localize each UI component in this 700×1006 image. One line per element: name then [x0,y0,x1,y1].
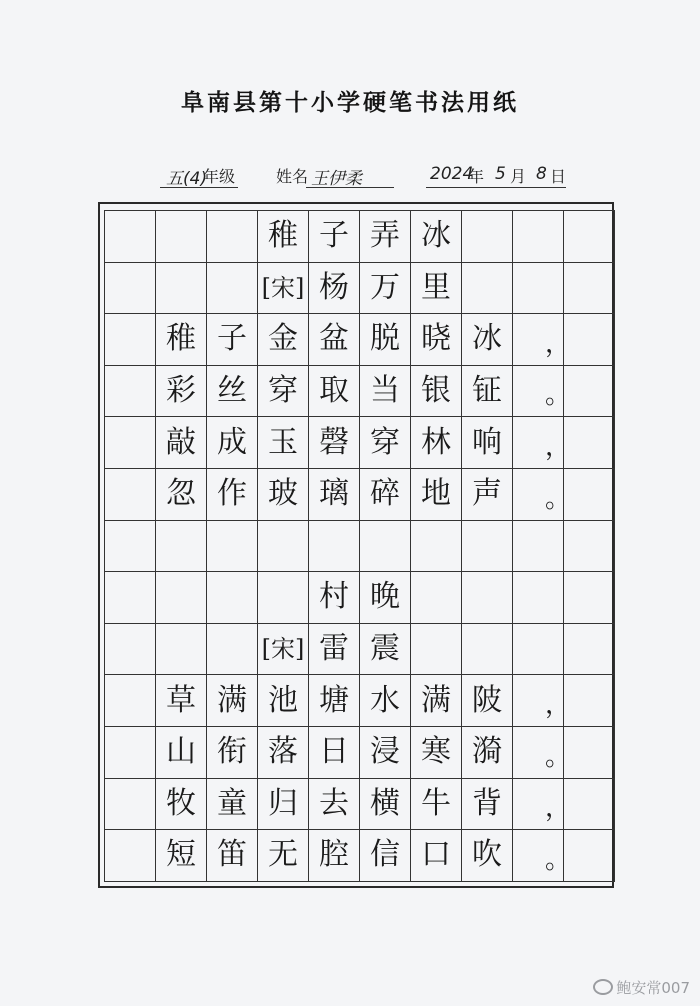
grid-cell [258,366,309,418]
grid-cell [105,366,156,418]
character: 晚 [370,579,400,615]
grid-cell [105,675,156,727]
grid-cell [156,366,207,418]
month-label: 月 [510,167,527,186]
character: 归 [268,785,298,821]
grid-cell [258,314,309,366]
punctuation-mark: ， [544,328,571,359]
name-value: 王伊柔 [311,169,362,189]
grid-cell [411,624,462,676]
character: 冰 [421,218,451,254]
grid-cell [411,314,462,366]
grid-cell [360,417,411,469]
grid-cell [462,417,513,469]
character: 稚 [166,321,196,357]
grid-cell [309,417,360,469]
grid-cell [513,366,571,418]
character: 银 [421,373,451,409]
character: 取 [319,373,349,409]
character: 碎 [370,476,400,512]
character: 当 [370,373,400,409]
character: 塘 [319,682,349,718]
grid-cell [309,727,360,779]
writing-grid [104,210,615,882]
grid-cell [156,521,207,573]
character: 钲 [472,373,502,409]
character: 敲 [166,424,196,460]
grid-cell [360,314,411,366]
character: 盆 [319,321,349,357]
grid-cell [258,417,309,469]
character: 寒 [421,734,451,770]
grid-cell [513,572,564,624]
grid-cell [360,830,411,882]
character: 去 [319,785,349,821]
character: 漪 [472,734,502,770]
grid-cell [564,675,615,727]
grid-cell [564,727,615,779]
grid-cell [105,521,156,573]
grid-cell [564,624,615,676]
grid-cell [564,572,615,624]
grid-cell [360,521,411,573]
character: 雷 [319,631,349,667]
grid-cell [513,830,571,882]
grid-cell [462,830,513,882]
punctuation-mark: ， [544,793,571,824]
character: 冰 [472,321,502,357]
grid-cell [105,211,156,263]
character: [宋] [261,273,305,302]
character: 横 [370,785,400,821]
grid-cell [309,624,360,676]
punctuation-mark: 。 [544,380,571,411]
grid-cell [411,830,462,882]
grid-cell [513,314,571,366]
character: 里 [421,269,451,305]
grid-cell [462,469,513,521]
grid-cell [462,727,513,779]
grid-cell [105,417,156,469]
grid-cell [207,263,258,315]
grid-cell [411,263,462,315]
character: 牛 [421,785,451,821]
punctuation-mark: ， [544,431,571,462]
grid-cell [309,521,360,573]
character: 玉 [268,424,298,460]
grid-cell [513,624,564,676]
grid-cell [105,572,156,624]
grid-cell [309,366,360,418]
grid-cell [156,417,207,469]
grid-cell [462,779,513,831]
character: 声 [472,476,502,512]
character: 稚 [268,218,298,254]
character: 穿 [268,373,298,409]
character: 村 [319,579,349,615]
character: 陂 [472,682,502,718]
grid-cell [360,211,411,263]
punctuation-mark: ， [544,689,571,720]
grid-cell [156,830,207,882]
grid-cell [258,211,309,263]
character: 响 [472,424,502,460]
grid-cell [207,521,258,573]
punctuation-mark: 。 [544,483,571,514]
grid-cell [309,572,360,624]
grid-cell [564,469,615,521]
grid-cell [207,366,258,418]
watermark-text: 鲍安常007 [616,979,690,997]
character: 子 [217,321,247,357]
grid-cell [462,366,513,418]
grid-cell [309,314,360,366]
character: 丝 [217,373,247,409]
character: 作 [217,476,247,512]
character: 玻 [268,476,298,512]
character: [宋] [261,635,305,664]
punctuation-mark: 。 [544,844,571,875]
character: 吹 [472,837,502,873]
grid-cell [564,211,615,263]
grid-cell [156,675,207,727]
character: 落 [268,734,298,770]
grid-cell [360,366,411,418]
grid-cell [309,263,360,315]
grid-cell [564,417,615,469]
grid-cell [207,830,258,882]
grid-cell [462,675,513,727]
grid-cell [309,211,360,263]
grid-cell [258,521,309,573]
year-label: 年 [468,167,485,186]
grid-cell [564,314,615,366]
character: 衔 [217,734,247,770]
grid-cell [156,263,207,315]
character: 信 [370,837,400,873]
grid-cell [258,263,309,315]
character: 子 [319,218,349,254]
character: 忽 [166,476,196,512]
character: 池 [268,682,298,718]
grid-cell [513,263,564,315]
grid-cell [411,572,462,624]
character: 满 [217,682,247,718]
grid-cell [105,779,156,831]
grid-cell [462,314,513,366]
character: 口 [421,837,451,873]
character: 无 [268,837,298,873]
name-underline [306,187,394,188]
grid-cell [411,469,462,521]
grid-cell [105,314,156,366]
grid-cell [156,211,207,263]
grid-cell [360,263,411,315]
grid-cell [360,469,411,521]
character: 林 [421,424,451,460]
character: 穿 [370,424,400,460]
character: 水 [370,682,400,718]
grid-cell [564,366,615,418]
grid-cell [156,469,207,521]
grid-cell [309,675,360,727]
character: 杨 [319,269,349,305]
grid-cell [411,417,462,469]
character: 短 [166,837,196,873]
character: 彩 [166,373,196,409]
character: 满 [421,682,451,718]
grid-cell [207,675,258,727]
grid-cell [564,263,615,315]
grid-cell [207,469,258,521]
grid-cell [513,211,564,263]
character: 草 [166,682,196,718]
grid-cell [207,624,258,676]
grid-cell [258,779,309,831]
day-value: 8 [536,164,547,184]
character: 璃 [319,476,349,512]
grid-cell [156,314,207,366]
sheet-title: 阜南县第十小学硬笔书法用纸 [181,89,519,116]
grid-cell [207,211,258,263]
punctuation-mark: 。 [544,741,571,772]
grid-cell [513,675,571,727]
grid-cell [411,521,462,573]
grid-cell [462,211,513,263]
character: 成 [217,424,247,460]
grid-cell [513,521,564,573]
grid-cell [462,624,513,676]
character: 震 [370,631,400,667]
grid-cell [360,727,411,779]
character: 晓 [421,321,451,357]
character: 万 [370,269,400,305]
grid-cell [258,830,309,882]
character: 童 [217,785,247,821]
character: 金 [268,321,298,357]
grid-cell [105,830,156,882]
grid-cell [462,263,513,315]
grid-cell [207,417,258,469]
grid-cell [258,675,309,727]
character: 背 [472,785,502,821]
grid-cell [105,469,156,521]
grid-cell [513,469,571,521]
grade-value: 五(4) [166,169,208,189]
grid-cell [513,779,571,831]
character: 腔 [319,837,349,873]
grid-cell [258,572,309,624]
grid-cell [156,727,207,779]
grid-cell [207,314,258,366]
grid-cell [564,830,615,882]
date-underline [426,187,566,188]
grid-cell [462,521,513,573]
grid-cell [360,675,411,727]
character: 牧 [166,785,196,821]
grid-cell [105,624,156,676]
character: 山 [166,734,196,770]
grid-cell [411,779,462,831]
grid-cell [564,779,615,831]
grid-cell [156,572,207,624]
name-label: 姓名 [276,167,309,186]
weibo-icon [593,979,613,995]
grid-cell [564,521,615,573]
character: 笛 [217,837,247,873]
grade-underline [160,187,238,188]
character: 地 [421,476,451,512]
month-value: 5 [495,164,506,184]
grid-cell [258,727,309,779]
grid-cell [462,572,513,624]
grid-cell [156,624,207,676]
grid-cell [360,624,411,676]
character: 弄 [370,218,400,254]
grid-cell [258,469,309,521]
character: 浸 [370,734,400,770]
character: 日 [319,734,349,770]
grid-cell [156,779,207,831]
grid-cell [207,572,258,624]
grid-cell [360,572,411,624]
character: 磬 [319,424,349,460]
grid-cell [309,469,360,521]
grid-cell [513,417,571,469]
grid-cell [411,211,462,263]
grid-cell [207,779,258,831]
grid-cell [207,727,258,779]
grid-cell [411,727,462,779]
character: 脱 [370,321,400,357]
grid-cell [258,624,309,676]
grid-cell [360,779,411,831]
grid-cell [411,366,462,418]
year-value: 2024 [430,164,474,184]
grid-cell [309,779,360,831]
day-label: 日 [550,167,567,186]
grid-cell [105,727,156,779]
grid-cell [309,830,360,882]
grade-label: 年级 [203,167,236,186]
grid-cell [411,675,462,727]
grid-cell [105,263,156,315]
grid-cell [513,727,571,779]
watermark [593,977,690,998]
